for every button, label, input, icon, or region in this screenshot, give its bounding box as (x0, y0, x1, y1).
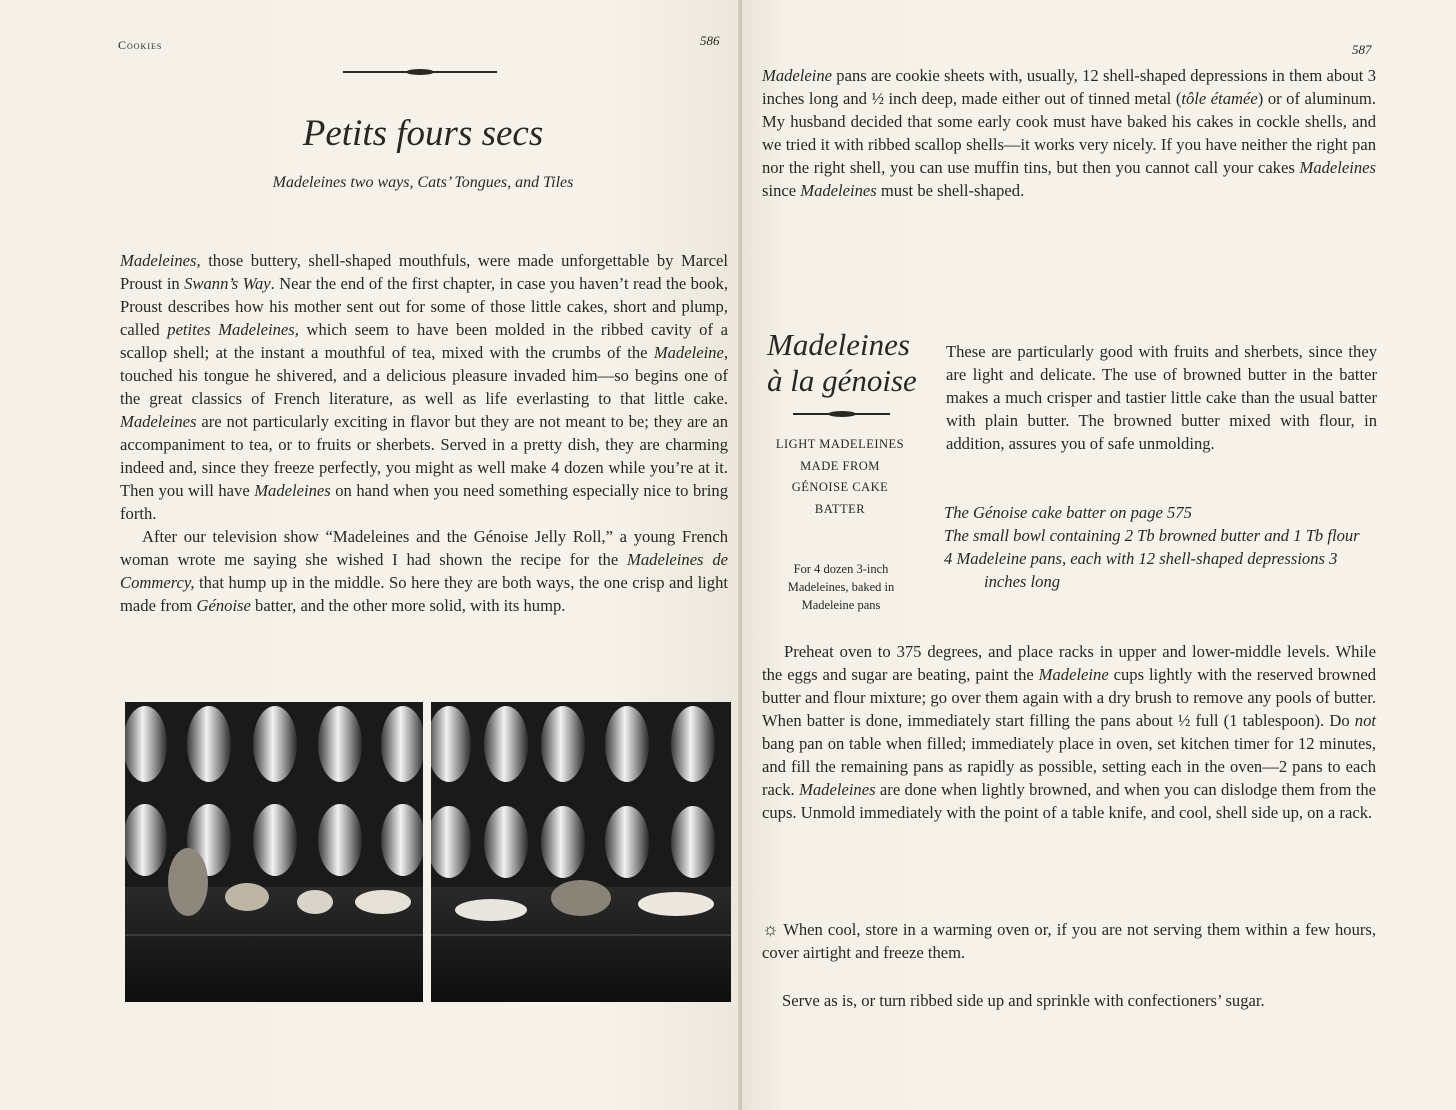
italic-run: Madeleines, (120, 251, 201, 270)
italic-run: Madeleine (1038, 665, 1109, 684)
side-note-line: MADE FROM (800, 458, 880, 473)
italic-run: Madeleine, (653, 343, 728, 362)
italic-run: Madeleines (799, 780, 876, 799)
text-run: batter, and the other more solid, with its hump. (250, 596, 566, 615)
italic-run: Madeleines (120, 412, 197, 431)
chapter-title: Petits fours secs (302, 113, 544, 154)
text-run: Preheat oven to 375 degrees, and place racks in upper and lower-middle levels. While the eggs and sugar are beating, paint the (762, 642, 1376, 684)
text-run: pans are cookie sheets with, usually, 12 shell-shaped depressions in them about 3 inches long and ½ inch deep, made either out of tinned metal ( (762, 66, 1376, 108)
italic-run: Swann’s Way (184, 274, 271, 293)
text-run: bang pan on table when filled; immediately place in oven, set kitchen timer for 12 minutes, and fill the remaining pans as rapidly as possible, setting each in the oven—2 pans to each rack. (762, 734, 1376, 799)
italic-run: Madeleines (254, 481, 331, 500)
ingredient-list (944, 501, 1374, 593)
chapter-subtitle: Madeleines two ways, Cats’ Tongues, and Tiles (272, 174, 574, 191)
pan-description-paragraph (762, 64, 1376, 202)
italic-run: Madeleine (762, 66, 833, 85)
intro-text (120, 249, 728, 617)
text-run: on hand when you need something especially nice to bring forth. (120, 481, 729, 523)
text-run: are not particularly exciting in flavor but they are not meant to be; they are an accompaniment to tea, or to fruits or sherbets. Served in a pretty dish, they are charming indeed and, since they freeze perfectly, you might as well make 4 dozen while you’re at it. Then you will have (120, 412, 728, 500)
italic-run: Madeleines de Commercy, (120, 550, 728, 592)
recipe-intro: These are particularly good with fruits and sherbets, since they are light and delicate. The use of browned butter in the batter makes a much crisper and tastier little cake than the usual batter with plain butter. The browned butter mixed with flour, in addition, assures you of safe unmolding. (946, 342, 1377, 453)
italic-run: Madeleines (1299, 158, 1376, 177)
italic-run: tôle étamée (1181, 89, 1258, 108)
text-run: ) or of aluminum. My husband decided that some early cook must have baked his cakes in cockle shells, and we tried it with ribbed scallop shells—it works very nicely. If you have neither the right pan nor the right shell, you can use muffin tins, but then you cannot call your cakes (762, 89, 1376, 177)
recipe-title (767, 327, 922, 399)
serve-note: Serve as is, or turn ribbed side up and sprinkle with confectioners’ sugar. (782, 991, 1265, 1010)
recipe-title-line-1: Madeleines (767, 327, 910, 362)
freeze-text: When cool, store in a warming oven or, if you are not serving them within a few hours, cover airtight and freeze them. (762, 920, 1376, 962)
rule-ornament-icon (343, 71, 497, 73)
method-text (762, 640, 1376, 824)
recipe-title-line-2: à la génoise (767, 363, 917, 398)
madeleine-pan-photo-left (125, 702, 423, 1002)
text-run: are done when lightly browned, and when you can dislodge them from the cups. Unmold immediately with the point of a table knife, and cool, shell side up, on a rack. (762, 780, 1376, 822)
freeze-note (762, 918, 1376, 964)
page-number-right: 587 (1352, 42, 1372, 57)
text-run: which seem to have been molded in the ribbed cavity of a scallop shell; at the instant a mouthful of tea, mixed with the crumbs of the (120, 320, 728, 362)
text-run: cups lightly with the reserved browned butter and flour mixture; go over them again with a dry brush to remove any pools of butter. When batter is done, immediately start filling the pans about ½ full (1 tablespoon). Do (762, 665, 1376, 730)
intro-paragraph-2 (120, 525, 728, 617)
ingredient-item: The small bowl containing 2 Tb browned butter and 1 Tb flour (944, 526, 1360, 545)
yield-line: Madeleine pans (801, 598, 881, 612)
text-run: . Near the end of the first chapter, in case you haven’t read the book, Proust describes how his mother sent out for some of those little cakes, short and plump, called (120, 274, 728, 339)
freezer-snowflake-icon: ☼ (762, 919, 779, 939)
method-paragraph (762, 640, 1376, 824)
text-run: must be shell-shaped. (876, 181, 1025, 200)
italic-run: Génoise (196, 596, 251, 615)
rule-ornament-icon (793, 413, 890, 415)
italic-run: Madeleines (800, 181, 877, 200)
page-number-left: 586 (700, 33, 720, 48)
yield-line: Madeleines, baked in (787, 580, 895, 594)
text-run: that hump up in the middle. So here they are both ways, the one crisp and light made from (120, 573, 728, 615)
yield-line: For 4 dozen 3-inch (793, 562, 889, 576)
side-note-line: LIGHT MADELEINES (775, 437, 905, 451)
intro-paragraph-1 (120, 249, 728, 525)
recipe-side-note (762, 434, 918, 520)
running-head: Cookies (118, 38, 163, 52)
madeleine-pan-photo-right (431, 702, 731, 1002)
text-run: since (762, 181, 801, 200)
side-note-line: BATTER (814, 501, 866, 516)
ingredient-item: 4 Madeleine pans, each with 12 shell-shaped depressions 3 inches long (944, 549, 1338, 591)
text-run: touched his tongue he shivered, and a delicious pleasure invaded him—so begins one of the great classics of French literature, as well as life everlasting to that little cake. (120, 366, 728, 408)
ingredient-item: The Génoise cake batter on page 575 (944, 503, 1192, 522)
italic-run: petites Madeleines, (167, 320, 299, 339)
side-note-line: GÉNOISE CAKE (791, 480, 889, 494)
text-run: After our television show “Madeleines and the Génoise Jelly Roll,” a young French woman wrote me saying she wished I had shown the recipe for the (120, 527, 728, 569)
italic-run: not (1354, 711, 1376, 730)
text-run: those buttery, shell-shaped mouthfuls, were made unforgettable by Marcel Proust in (120, 251, 728, 293)
yield-note (770, 560, 912, 614)
